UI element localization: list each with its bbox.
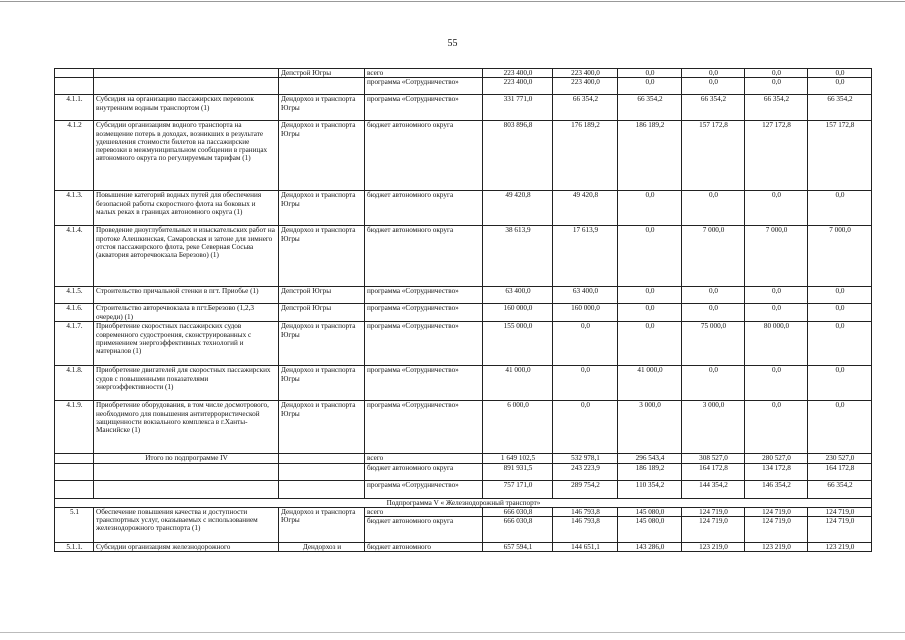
table-row: 4.1.1. Субсидия на организацию пассажирских перевозок внутренним водным транспортом (1) Дендорхоз и транспорта Югры программа «Сотрудничество» 331 771,0 66 354,2 66 354,2 66 354,2 66 354,2 66 354,2	[55, 95, 872, 121]
table-row: 4.1.9. Приобретение оборудования, в том числе досмотрового, необходимого для повышения антитеррористической защищенности вокзального комплекса в г.Ханты-Мансийске (1) Дендорхоз и транспорта Югры программа «Сотрудничество» 6 000,0 0,0 3 000,0 3 000,0 0,0 0,0	[55, 401, 872, 454]
table-row: бюджет автономного округа 666 030,8 146 793,8 145 080,0 124 719,0 124 719,0 124 719,0	[55, 517, 872, 543]
table-row: Итого по подпрограмме IV всего 1 649 102,5 532 978,1 296 543,4 308 527,0 280 527,0 230 527,0	[55, 454, 872, 463]
page-number: 55	[447, 38, 458, 49]
table-row: 4.1.6. Строительство авторечвокзала в пгт.Березово (1,2,3 очереди) (1) Депстрой Югры программа «Сотрудничество» 160 000,0 160 000,0 0,0 0,0 0,0 0,0	[55, 304, 872, 322]
table-row: 4.1.3. Повышение категорий водных путей для обеспечения безопасной работы скоростного флота на боковых и малых реках в границах автономного округа (1) Дендорхоз и транспорта Югры бюджет автономного округа 49 420,8 49 420,8 0,0 0,0 0,0 0,0	[55, 191, 872, 226]
table-row: 5.1.1. Субсидии организациям железнодорожного Дендорхоз и бюджет автономного 657 594,1 144 651,1 143 286,0 123 219,0 123 219,0 123 219,0	[55, 543, 872, 552]
table-row: бюджет автономного округа 891 931,5 243 223,9 186 189,2 164 172,8 134 172,8 164 172,8	[55, 463, 872, 480]
table-row: 4.1.4. Проведение дноуглубительных и изыскательских работ на протоке Алешкинская, Самаровская и затоне для зимнего отстоя пассажирского флота, реке Северная Сосьва (акватория авторечвокзала Березово) (1) Дендорхоз и транспорта Югры бюджет автономного округа 38 613,9 17 613,9 0,0 7 000,0 7 000,0 7 000,0	[55, 226, 872, 287]
table-row: программа «Сотрудничество» 757 171,0 289 754,2 110 354,2 144 354,2 146 354,2 66 354,2	[55, 480, 872, 498]
table-row: Депстрой Югры всего 223 400,0 223 400,0 0,0 0,0 0,0 0,0	[55, 69, 872, 78]
budget-table	[54, 68, 872, 552]
subprogram-title: Подпрограмма V « Железнодорожный транспорт»	[55, 498, 872, 507]
table-row: 5.1 Обеспечение повышения качества и доступности транспортных услуг, оказываемых с использованием железнодорожного транспорта (1) Дендорхоз и транспорта Югры всего 666 030,8 146 793,8 145 080,0 124 719,0 124 719,0 124 719,0	[55, 507, 872, 516]
top-rule	[0, 1, 905, 2]
table-row: 4.1.5. Строительство причальной стенки в пгт. Приобье (1) Депстрой Югры программа «Сотрудничество» 63 400,0 63 400,0 0,0 0,0 0,0 0,0	[55, 287, 872, 304]
table-row: программа «Сотрудничество» 223 400,0 223 400,0 0,0 0,0 0,0 0,0	[55, 78, 872, 95]
table-row: 4.1.2 Субсидии организациям водного транспорта на возмещение потерь в доходах, возникших в результате удешевления стоимости билетов на пассажирские перевозки в межмуниципальном сообщении в границах автономного округа по регулируемым тарифам (1) Дендорхоз и транспорта Югры бюджет автономного округа 803 896,8 176 189,2 186 189,2 157 172,8 127 172,8 157 172,8	[55, 121, 872, 191]
table-row: 4.1.8. Приобретение двигателей для скоростных пассажирских судов с повышенными показателями энергоэффективности (1) Дендорхоз и транспорта Югры программа «Сотрудничество» 41 000,0 0,0 41 000,0 0,0 0,0 0,0	[55, 366, 872, 401]
table-row: 4.1.7. Приобретение скоростных пассажирских судов современного судостроения, сконструированных с применением энергоэффективных технологий и материалов (1) Дендорхоз и транспорта Югры программа «Сотрудничество» 155 000,0 0,0 0,0 75 000,0 80 000,0 0,0	[55, 322, 872, 366]
bottom-rule	[0, 632, 905, 633]
subprogram-header-row	[55, 498, 872, 507]
